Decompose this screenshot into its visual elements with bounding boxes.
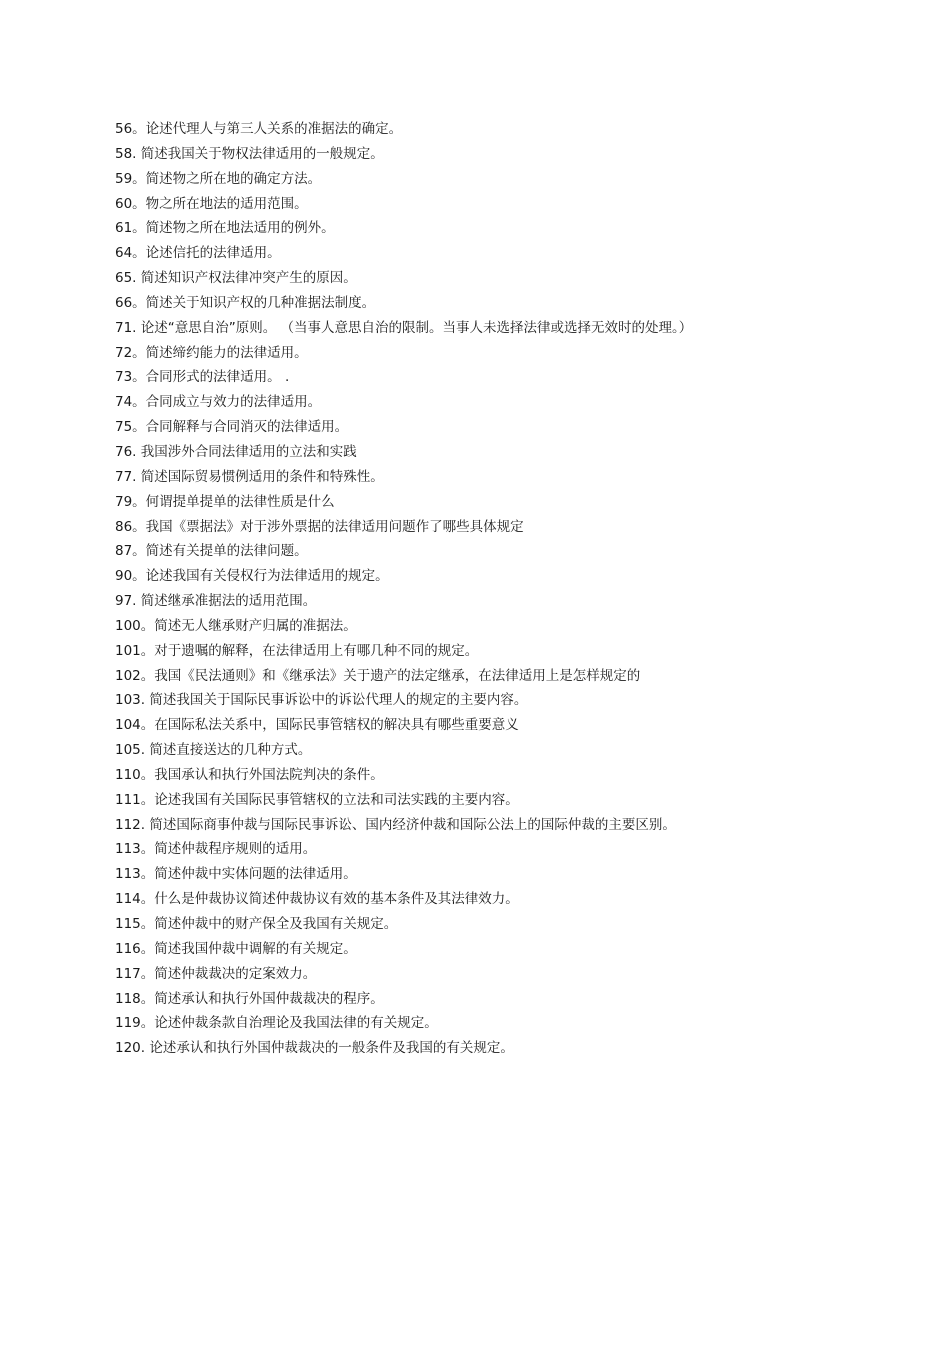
question-item: 118。简述承认和执行外国仲裁裁决的程序。 (115, 990, 384, 1007)
question-item: 74。合同成立与效力的法律适用。 (115, 394, 322, 411)
question-item: 113。简述仲裁中实体问题的法律适用。 (115, 866, 357, 883)
question-item: 104。在国际私法关系中，国际民事管辖权的解决具有哪些重要意义 (115, 717, 519, 734)
question-item: 86。我国《票据法》对于涉外票据的法律适用问题作了哪些具体规定 (115, 518, 524, 535)
question-item: 115。简述仲裁中的财产保全及我国有关规定。 (115, 916, 398, 932)
question-item: 102。我国《民法通则》和《继承法》关于遗产的法定继承，在法律适用上是怎样规定的 (115, 667, 641, 684)
question-item: 110。我国承认和执行外国法院判决的条件。 (115, 766, 384, 783)
question-item: 97. 简述继承准据法的适用范围。 (115, 593, 317, 610)
question-item: 75。合同解释与合同消灭的法律适用。 (115, 419, 349, 436)
question-item: 79。何谓提单提单的法律性质是什么 (115, 493, 335, 510)
question-item: 116。简述我国仲裁中调解的有关规定。 (115, 940, 357, 957)
question-item: 71. 论述“意思自治”原则。 （当事人意思自治的限制。当事人未选择法律或选择无效时的处理。） (115, 319, 693, 336)
question-item: 56。论述代理人与第三人关系的准据法的确定。 (115, 121, 403, 137)
question-item: 100。简述无人继承财产归属的准据法。 (115, 617, 357, 634)
question-item: 112. 简述国际商事仲裁与国际民事诉讼、国内经济仲裁和国际公法上的国际仲裁的主要区别。 (115, 816, 676, 833)
question-item: 111。论述我国有关国际民事管辖权的立法和司法实践的主要内容。 (115, 791, 519, 808)
question-item: 113。简述仲裁程序规则的适用。 (115, 841, 317, 858)
question-item: 66。简述关于知识产权的几种准据法制度。 (115, 294, 376, 311)
question-item: 103. 简述我国关于国际民事诉讼中的诉讼代理人的规定的主要内容。 (115, 692, 528, 709)
question-item: 90。论述我国有关侵权行为法律适用的规定。 (115, 568, 389, 585)
question-item: 60。物之所在地法的适用范围。 (115, 195, 308, 212)
question-list (115, 117, 755, 1061)
question-item: 59。简述物之所在地的确定方法。 (115, 170, 322, 187)
question-item: 73。合同形式的法律适用。 . (115, 369, 290, 386)
question-item: 61。简述物之所在地法适用的例外。 (115, 220, 335, 237)
question-item: 114。什么是仲裁协议简述仲裁协议有效的基本条件及其法律效力。 (115, 891, 519, 908)
question-item: 87。简述有关提单的法律问题。 (115, 543, 308, 560)
question-item: 65. 简述知识产权法律冲突产生的原因。 (115, 270, 357, 287)
question-item: 119。论述仲裁条款自治理论及我国法律的有关规定。 (115, 1015, 438, 1032)
question-item: 101。对于遗嘱的解释，在法律适用上有哪几种不同的规定。 (115, 642, 479, 659)
question-item: 105. 简述直接送达的几种方式。 (115, 742, 312, 759)
question-item: 77. 简述国际贸易惯例适用的条件和特殊性。 (115, 468, 384, 485)
question-item: 58. 简述我国关于物权法律适用的一般规定。 (115, 145, 384, 162)
question-item: 120. 论述承认和执行外国仲裁裁决的一般条件及我国的有关规定。 (115, 1040, 514, 1057)
question-item: 72。简述缔约能力的法律适用。 (115, 344, 308, 361)
question-item: 76. 我国涉外合同法律适用的立法和实践 (115, 443, 357, 460)
question-item: 117。简述仲裁裁决的定案效力。 (115, 965, 317, 982)
question-item: 64。论述信托的法律适用。 (115, 245, 281, 262)
